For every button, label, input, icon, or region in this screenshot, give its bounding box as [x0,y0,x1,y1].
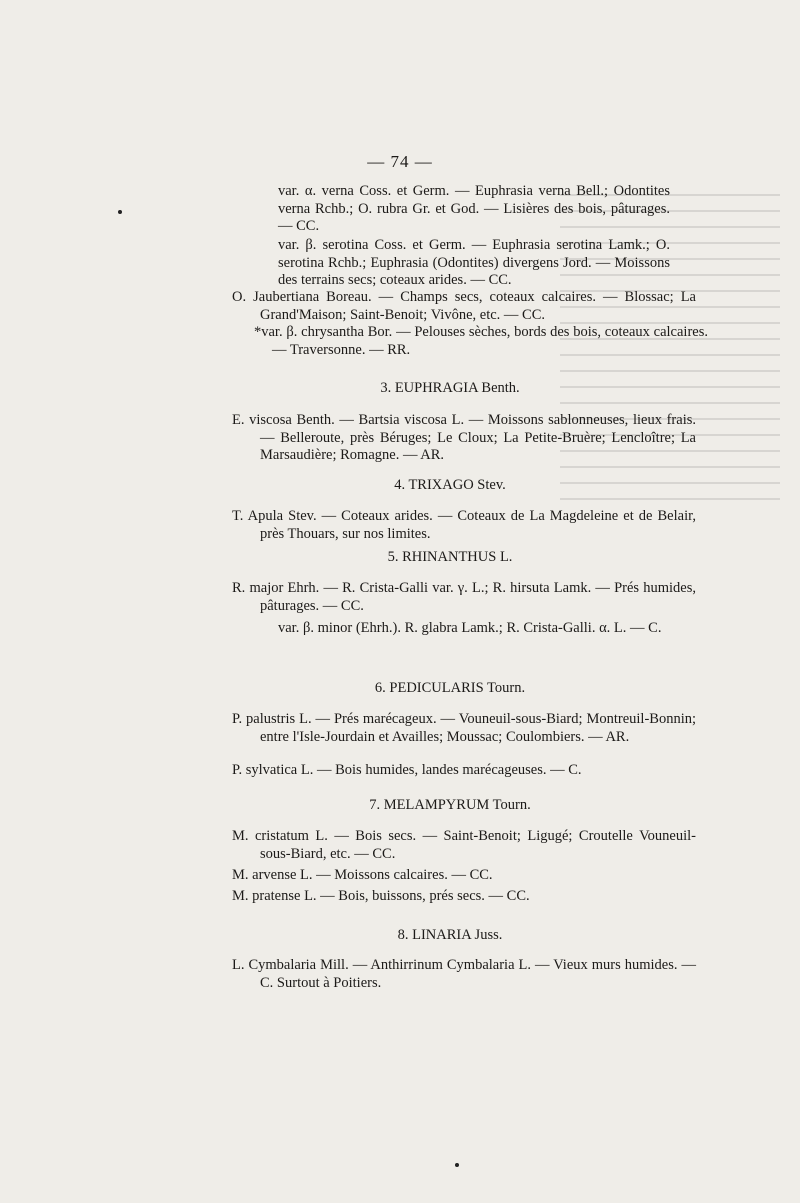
page-number: — 74 — [367,152,433,171]
entry-sylvatica: P. sylvatica L. — Bois humides, landes marécageuses. — C. [232,762,582,778]
heading-rhinanthus: 5. RHINANTHUS L. [387,549,513,565]
entry-minor: var. β. minor (Ehrh.). R. glabra Lamk.; R. Crista-Galli. α. L. — C. [278,620,662,636]
entry-viscosa: E. viscosa Benth. — Bartsia viscosa L. — Moissons sablonneuses, lieux frais. — Belleroute, près Béruges; Le Cloux; La Petite-Bruère; Lencloître; La Marsaudière; Romagne. — AR. [232,412,696,463]
ink-speck [455,1163,459,1167]
entry-chrysantha: *var. β. chrysantha Bor. — Pelouses sèches, bords des bois, coteaux calcaires. — Traversonne. — RR. [254,324,708,358]
entry-arvense: M. arvense L. — Moissons calcaires. — CC. [232,867,493,883]
entry-major: R. major Ehrh. — R. Crista-Galli var. γ. L.; R. hirsuta Lamk. — Prés humides, pâturages. — CC. [232,580,696,614]
heading-linaria: 8. LINARIA Juss. [397,927,503,943]
heading-euphragia: 3. EUPHRAGIA Benth. [380,380,520,396]
entry-palustris: P. palustris L. — Prés marécageux. — Vouneuil-sous-Biard; Montreuil-Bonnin; entre l'Isle-Jourdain et Availles; Moussac; Coulombiers. — AR. [232,711,696,745]
entry-jaubertiana: O. Jaubertiana Boreau. — Champs secs, coteaux calcaires. — Blossac; La Grand'Maison; Saint-Benoit; Vivône, etc. — CC. [232,289,696,323]
heading-trixago: 4. TRIXAGO Stev. [394,477,506,493]
heading-melampyrum: 7. MELAMPYRUM Tourn. [369,797,531,813]
entry-pratense: M. pratense L. — Bois, buissons, prés secs. — CC. [232,888,530,904]
entry-apula: T. Apula Stev. — Coteaux arides. — Coteaux de La Magdeleine et de Belair, près Thouars, sur nos limites. [232,508,696,542]
entry-var-verna: var. α. verna Coss. et Germ. — Euphrasia verna Bell.; Odontites verna Rchb.; O. rubra Gr. et God. — Lisières des bois, pâturages. — CC. [278,183,670,234]
entry-cristatum: M. cristatum L. — Bois secs. — Saint-Benoit; Ligugé; Croutelle Vouneuil-sous-Biard, etc. — CC. [232,828,696,862]
entry-var-serotina: var. β. serotina Coss. et Germ. — Euphrasia serotina Lamk.; O. serotina Rchb.; Euphrasia (Odontites) divergens Jord. — Moissons des terrains secs; coteaux arides. — CC. [278,237,670,288]
heading-pedicularis: 6. PEDICULARIS Tourn. [374,680,526,696]
ink-speck [118,210,122,214]
entry-cymbalaria: L. Cymbalaria Mill. — Anthirrinum Cymbalaria L. — Vieux murs humides. — C. Surtout à Poitiers. [232,957,696,991]
